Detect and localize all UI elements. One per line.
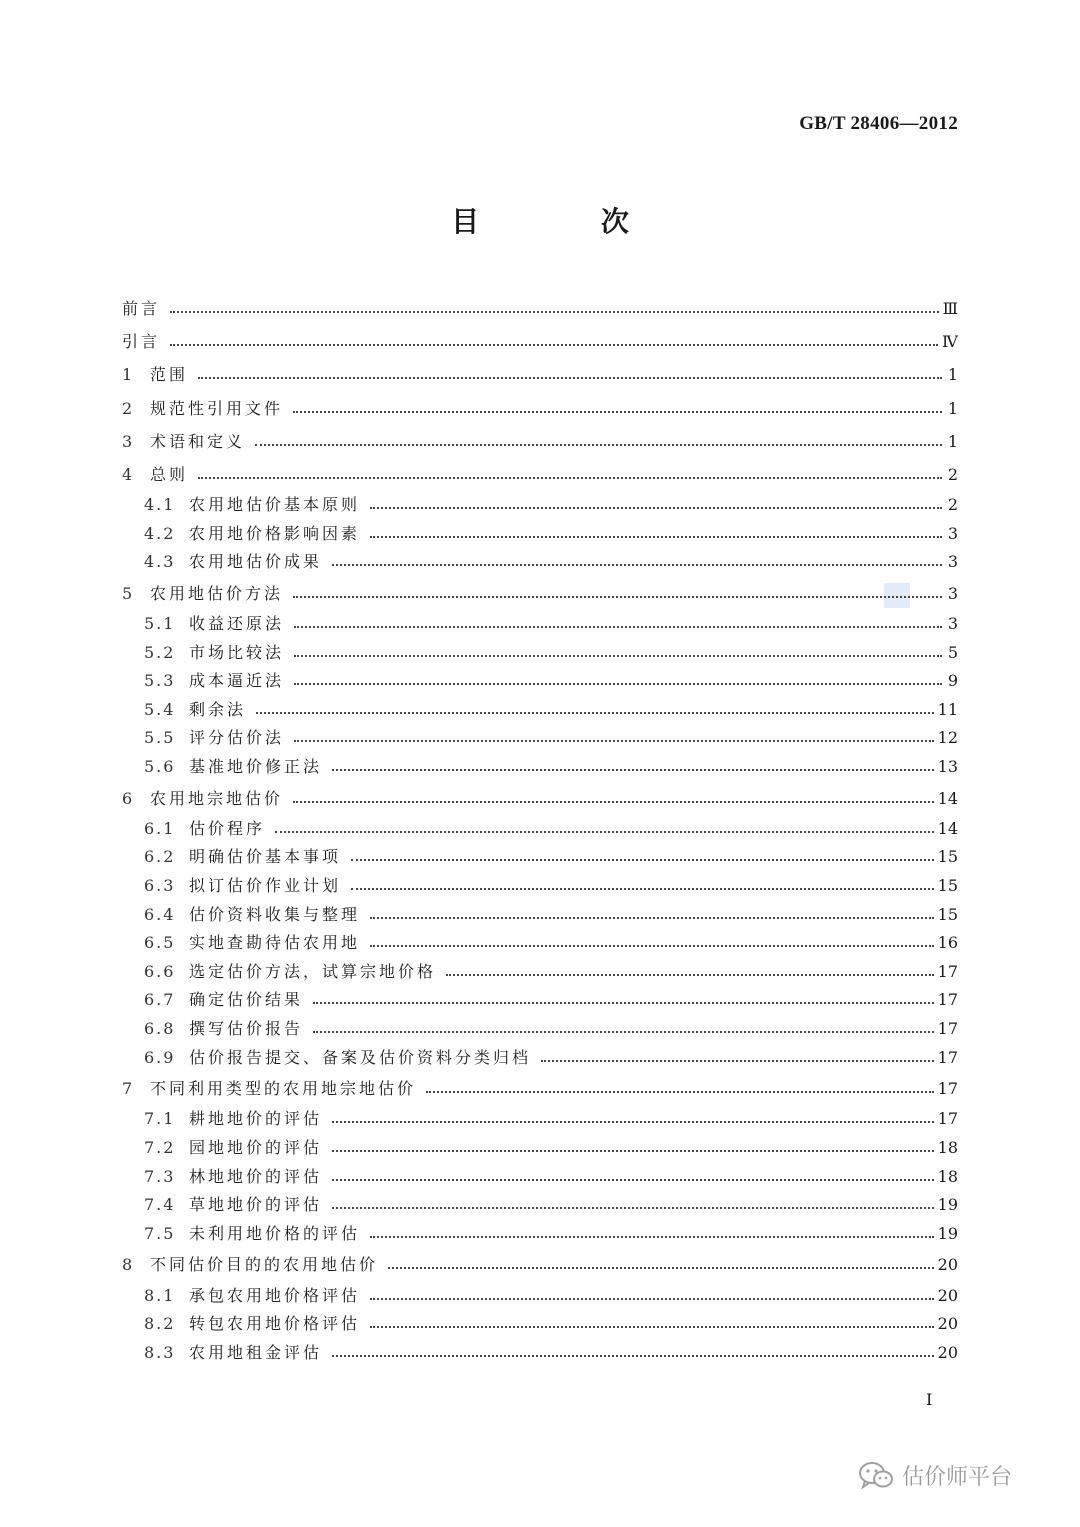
watermark xyxy=(858,1460,1012,1491)
toc-entry-number: 7.3 xyxy=(144,1166,176,1186)
toc-entry[interactable] xyxy=(122,696,958,725)
toc-dot-leader xyxy=(370,496,942,512)
toc-entry-label: 撰写估价报告 xyxy=(189,1019,304,1038)
toc-entry-number: 5.1 xyxy=(144,614,176,634)
toc-entry-label: 收益还原法 xyxy=(189,614,285,634)
toc-dot-leader xyxy=(332,1139,934,1155)
toc-entry-number: 5.6 xyxy=(144,757,176,777)
toc-entry[interactable] xyxy=(122,724,958,753)
toc-entry-number: 6.6 xyxy=(144,961,176,981)
standard-number: GB/T 28406—2012 xyxy=(799,113,958,134)
toc-entry-label: 未利用地价格的评估 xyxy=(189,1223,361,1243)
toc-entry-label: 草地地价的评估 xyxy=(189,1195,323,1215)
toc-entry-number: 6.7 xyxy=(144,990,176,1010)
toc-entry-number: 6.3 xyxy=(144,876,176,896)
toc-entry-page: 15 xyxy=(937,847,958,867)
toc-entry-label: 规范性引用文件 xyxy=(150,398,284,418)
toc-entry-label: 林地地价的评估 xyxy=(189,1166,323,1186)
toc-dot-leader xyxy=(370,525,942,541)
toc-dot-leader xyxy=(351,848,934,864)
toc-dot-leader xyxy=(370,1315,934,1331)
toc-entry-page: 1 xyxy=(947,398,958,418)
toc-dot-leader xyxy=(370,906,934,922)
toc-entry-number: 6.4 xyxy=(144,904,176,924)
toc-entry[interactable] xyxy=(122,1134,958,1163)
toc-dot-leader xyxy=(313,1020,934,1036)
toc-entry[interactable] xyxy=(122,392,958,425)
toc-dot-leader xyxy=(294,644,942,660)
toc-entry[interactable] xyxy=(122,1072,958,1105)
toc-entry-page: Ⅳ xyxy=(942,332,958,352)
toc-entry[interactable] xyxy=(122,1220,958,1249)
page-title: 目 次 xyxy=(451,205,685,238)
toc-entry-page: 3 xyxy=(947,523,958,543)
toc-entry-page: 3 xyxy=(947,583,958,603)
toc-entry-page: 3 xyxy=(947,552,958,572)
toc-entry-number: 2 xyxy=(122,398,135,418)
toc-entry-number: 5.5 xyxy=(144,728,176,748)
toc-entry-number: 8.3 xyxy=(144,1342,176,1362)
table-of-contents xyxy=(122,292,958,1367)
toc-entry-number: 4.2 xyxy=(144,523,176,543)
toc-entry-label: 估价报告提交、备案及估价资料分类归档 xyxy=(189,1047,532,1067)
toc-entry[interactable] xyxy=(122,815,958,844)
toc-entry-number: 6 xyxy=(122,788,135,808)
toc-entry-label: 拟订估价作业计划 xyxy=(189,876,342,896)
toc-entry-label: 评分估价法 xyxy=(189,728,285,748)
toc-entry[interactable] xyxy=(122,1282,958,1311)
toc-entry-number: 6.8 xyxy=(144,1019,176,1038)
toc-entry-number: 8.2 xyxy=(144,1314,176,1334)
toc-dot-leader xyxy=(332,758,934,774)
toc-dot-leader xyxy=(293,585,942,601)
toc-dot-leader xyxy=(293,400,942,416)
toc-entry[interactable] xyxy=(122,425,958,458)
toc-entry-label: 前言 xyxy=(122,299,161,318)
toc-dot-leader xyxy=(446,963,934,979)
toc-entry-page: 19 xyxy=(937,1223,958,1243)
toc-entry-page: 1 xyxy=(947,365,958,385)
toc-entry-label: 园地地价的评估 xyxy=(189,1137,323,1157)
toc-entry[interactable] xyxy=(122,929,958,958)
toc-entry-page: 18 xyxy=(937,1166,958,1186)
toc-entry-number: 4.3 xyxy=(144,552,176,572)
toc-entry-label: 耕地地价的评估 xyxy=(189,1109,323,1129)
toc-entry[interactable] xyxy=(122,986,958,1015)
toc-entry-number: 8.1 xyxy=(144,1285,176,1305)
toc-entry[interactable] xyxy=(122,491,958,520)
toc-entry-page: 9 xyxy=(947,671,958,691)
toc-entry-number: 5.2 xyxy=(144,642,176,662)
toc-dot-leader xyxy=(275,820,934,836)
toc-dot-leader xyxy=(332,1110,934,1126)
toc-entry[interactable] xyxy=(122,610,958,639)
toc-entry[interactable] xyxy=(122,1044,958,1073)
toc-entry-label: 不同估价目的的农用地估价 xyxy=(150,1255,379,1275)
toc-entry-number: 8 xyxy=(122,1255,135,1275)
toc-entry[interactable] xyxy=(122,1015,958,1044)
toc-entry-page: 1 xyxy=(947,431,958,451)
toc-dot-leader xyxy=(388,1256,934,1272)
toc-entry[interactable] xyxy=(122,1310,958,1339)
toc-dot-leader xyxy=(332,1196,934,1212)
toc-entry[interactable] xyxy=(122,1105,958,1134)
toc-entry-label: 范围 xyxy=(150,365,189,385)
toc-entry-page: 17 xyxy=(937,1047,958,1067)
toc-entry[interactable] xyxy=(122,577,958,610)
toc-entry-label: 农用地租金评估 xyxy=(189,1342,323,1362)
toc-entry[interactable] xyxy=(122,843,958,872)
toc-entry-label: 估价程序 xyxy=(189,818,266,838)
toc-entry-label: 农用地估价方法 xyxy=(150,583,284,603)
toc-entry[interactable] xyxy=(122,901,958,930)
toc-dot-leader xyxy=(293,790,934,806)
toc-entry[interactable] xyxy=(122,782,958,815)
toc-entry-page: 17 xyxy=(937,1019,958,1038)
toc-entry-page: 16 xyxy=(937,933,958,953)
toc-entry-number: 7.1 xyxy=(144,1109,176,1129)
toc-entry[interactable] xyxy=(122,872,958,901)
toc-dot-leader xyxy=(170,300,939,316)
toc-dot-leader xyxy=(294,672,942,688)
toc-entry-number: 7.4 xyxy=(144,1195,176,1215)
toc-entry-label: 总则 xyxy=(150,464,189,484)
toc-entry-label: 农用地宗地估价 xyxy=(150,788,284,808)
toc-entry-page: 14 xyxy=(937,788,958,808)
toc-entry-label: 实地查勘待估农用地 xyxy=(189,933,361,953)
toc-entry[interactable] xyxy=(122,1191,958,1220)
toc-entry-number: 4.1 xyxy=(144,495,176,515)
toc-dot-leader xyxy=(198,366,942,382)
toc-entry-label: 农用地估价成果 xyxy=(189,552,323,572)
toc-entry-number: 7.5 xyxy=(144,1223,176,1243)
page-number: Ⅰ xyxy=(926,1390,933,1409)
toc-entry-page: Ⅲ xyxy=(942,299,958,318)
toc-entry[interactable] xyxy=(122,667,958,696)
toc-entry[interactable] xyxy=(122,1339,958,1368)
toc-entry-page: 2 xyxy=(947,495,958,515)
toc-entry-number: 3 xyxy=(122,431,135,451)
toc-dot-leader xyxy=(370,1287,934,1303)
toc-dot-leader xyxy=(255,433,942,449)
toc-entry-label: 基准地价修正法 xyxy=(189,757,323,777)
toc-entry-page: 3 xyxy=(947,614,958,634)
toc-entry-page: 17 xyxy=(937,990,958,1010)
toc-entry-label: 成本逼近法 xyxy=(189,671,285,691)
toc-entry[interactable] xyxy=(122,458,958,491)
toc-entry[interactable] xyxy=(122,753,958,782)
toc-entry-number: 5.3 xyxy=(144,671,176,691)
toc-dot-leader xyxy=(256,701,934,717)
toc-dot-leader xyxy=(332,1168,934,1184)
toc-entry[interactable] xyxy=(122,520,958,549)
toc-entry-label: 术语和定义 xyxy=(150,431,246,451)
toc-entry-label: 承包农用地价格评估 xyxy=(189,1285,361,1305)
toc-entry-label: 剩余法 xyxy=(189,699,247,719)
toc-entry-label: 选定估价方法，试算宗地价格 xyxy=(189,961,437,981)
toc-entry-number: 5.4 xyxy=(144,699,176,719)
toc-entry-label: 明确估价基本事项 xyxy=(189,847,342,867)
toc-entry-page: 11 xyxy=(937,699,958,719)
toc-entry[interactable] xyxy=(122,1248,958,1281)
toc-entry-number: 4 xyxy=(122,464,135,484)
toc-dot-leader xyxy=(370,934,934,950)
toc-entry[interactable] xyxy=(122,548,958,577)
toc-entry-page: 12 xyxy=(937,728,958,748)
toc-entry-label: 估价资料收集与整理 xyxy=(189,904,361,924)
toc-entry-label: 确定估价结果 xyxy=(189,990,304,1010)
toc-entry-page: 17 xyxy=(937,1079,958,1099)
toc-entry-label: 市场比较法 xyxy=(189,642,285,662)
toc-entry-page: 5 xyxy=(947,642,958,662)
toc-entry[interactable] xyxy=(122,358,958,391)
toc-entry[interactable] xyxy=(122,958,958,987)
wechat-icon xyxy=(858,1461,894,1491)
toc-entry-label: 不同利用类型的农用地宗地估价 xyxy=(150,1079,417,1099)
toc-dot-leader xyxy=(313,991,934,1007)
toc-entry-page: 18 xyxy=(937,1137,958,1157)
toc-entry-number: 6.1 xyxy=(144,818,176,838)
toc-dot-leader xyxy=(332,553,942,569)
toc-dot-leader xyxy=(426,1080,934,1096)
toc-entry-number: 6.9 xyxy=(144,1047,176,1067)
toc-entry[interactable] xyxy=(122,325,958,358)
toc-entry-number: 7 xyxy=(122,1079,135,1099)
toc-entry-label: 农用地价格影响因素 xyxy=(189,523,361,543)
toc-entry-number: 7.2 xyxy=(144,1137,176,1157)
watermark-text: 估价师平台 xyxy=(902,1465,1013,1490)
toc-dot-leader xyxy=(170,333,938,349)
toc-entry-page: 14 xyxy=(937,818,958,838)
toc-dot-leader xyxy=(294,729,934,745)
toc-entry-number: 6.2 xyxy=(144,847,176,867)
toc-entry-page: 20 xyxy=(937,1285,958,1305)
toc-entry[interactable] xyxy=(122,639,958,668)
toc-entry-page: 17 xyxy=(937,1109,958,1129)
toc-entry-label: 农用地估价基本原则 xyxy=(189,495,361,515)
toc-entry-number: 1 xyxy=(122,365,135,385)
toc-entry-page: 2 xyxy=(947,464,958,484)
toc-entry-page: 20 xyxy=(937,1314,958,1334)
toc-entry-number: 6.5 xyxy=(144,933,176,953)
toc-dot-leader xyxy=(332,1344,934,1360)
toc-entry-page: 20 xyxy=(937,1255,958,1275)
toc-entry-page: 13 xyxy=(937,757,958,777)
toc-entry-label: 引言 xyxy=(122,332,161,352)
toc-dot-leader xyxy=(294,615,942,631)
toc-entry-page: 20 xyxy=(937,1342,958,1362)
toc-dot-leader xyxy=(351,877,934,893)
toc-entry-number: 5 xyxy=(122,583,135,603)
toc-entry-page: 17 xyxy=(937,961,958,981)
toc-entry-page: 15 xyxy=(937,876,958,896)
toc-entry-page: 19 xyxy=(937,1195,958,1215)
toc-entry-page: 15 xyxy=(937,904,958,924)
toc-entry[interactable] xyxy=(122,1163,958,1192)
toc-entry[interactable] xyxy=(122,292,958,325)
toc-dot-leader xyxy=(198,466,942,482)
toc-entry-label: 转包农用地价格评估 xyxy=(189,1314,361,1334)
toc-dot-leader xyxy=(370,1225,934,1241)
toc-dot-leader xyxy=(541,1049,934,1065)
